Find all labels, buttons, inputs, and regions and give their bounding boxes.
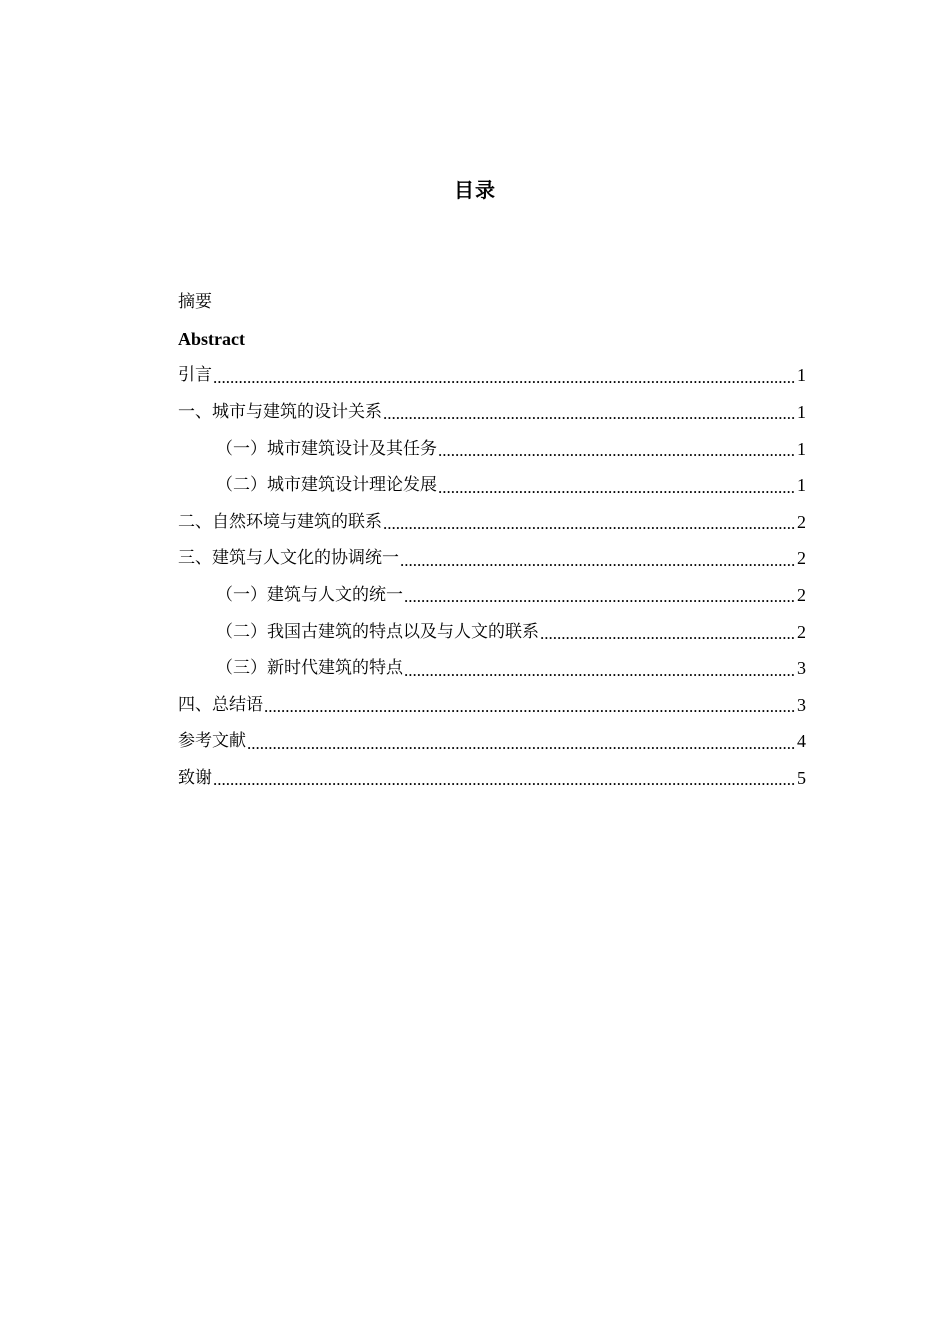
toc-dot-leader (264, 697, 796, 723)
toc-entry-references[interactable] (178, 723, 806, 760)
toc-entry-section-3-1[interactable] (178, 577, 806, 614)
toc-page-number: 1 (797, 402, 806, 423)
toc-entry-acknowledgements[interactable] (178, 760, 806, 797)
toc-dot-leader (213, 368, 796, 394)
toc-entry-chapter-2[interactable] (178, 504, 806, 541)
toc-entry-label: 参考文献 (178, 731, 246, 752)
toc-page-number: 1 (797, 365, 806, 386)
toc-page-number: 3 (797, 694, 806, 715)
toc-entry-label: 四、总结语 (178, 694, 263, 715)
toc-entry-abstract-en[interactable] (178, 321, 806, 358)
toc-entry-label: （一）建筑与人文的统一 (216, 585, 403, 606)
page-title: 目录 (454, 178, 496, 202)
toc-entry-introduction[interactable] (178, 357, 806, 394)
toc-entry-label: 引言 (178, 365, 212, 386)
toc-entry-chapter-4[interactable] (178, 687, 806, 724)
toc-entry-label: 一、城市与建筑的设计关系 (178, 402, 382, 423)
toc-dot-leader (404, 587, 796, 613)
toc-entry-abstract-cn[interactable] (178, 284, 806, 321)
toc-page-number: 2 (797, 548, 806, 569)
toc-entry-label: （二）我国古建筑的特点以及与人文的联系 (216, 621, 539, 642)
toc-entry-section-3-3[interactable] (178, 650, 806, 687)
toc-page-number: 2 (797, 621, 806, 642)
toc-entry-chapter-1[interactable] (178, 394, 806, 431)
toc-dot-leader (247, 734, 796, 760)
toc-entry-label: Abstract (178, 328, 245, 349)
toc-entry-section-1-1[interactable] (178, 430, 806, 467)
toc-page-number: 2 (797, 585, 806, 606)
toc-entry-label: 摘要 (178, 292, 212, 313)
toc-dot-leader (540, 624, 796, 650)
toc-entry-label: 二、自然环境与建筑的联系 (178, 511, 382, 532)
toc-entry-label: 致谢 (178, 768, 212, 789)
toc-entry-section-3-2[interactable] (178, 613, 806, 650)
toc-page-number: 3 (797, 658, 806, 679)
toc-entry-label: （二）城市建筑设计理论发展 (216, 475, 437, 496)
table-of-contents (178, 284, 806, 796)
toc-entry-label: （一）城市建筑设计及其任务 (216, 438, 437, 459)
toc-dot-leader (404, 661, 796, 687)
toc-page-number: 4 (797, 731, 806, 752)
toc-dot-leader (438, 478, 796, 504)
toc-entry-section-1-2[interactable] (178, 467, 806, 504)
toc-dot-leader (213, 770, 796, 796)
toc-page-number: 2 (797, 511, 806, 532)
toc-entry-chapter-3[interactable] (178, 540, 806, 577)
toc-page-number: 1 (797, 475, 806, 496)
toc-dot-leader (438, 441, 796, 467)
toc-page-number: 1 (797, 438, 806, 459)
toc-page-number: 5 (797, 768, 806, 789)
toc-dot-leader (383, 514, 796, 540)
toc-entry-label: （三）新时代建筑的特点 (216, 658, 403, 679)
toc-dot-leader (383, 404, 796, 430)
toc-dot-leader (400, 551, 796, 577)
toc-entry-label: 三、建筑与人文化的协调统一 (178, 548, 399, 569)
